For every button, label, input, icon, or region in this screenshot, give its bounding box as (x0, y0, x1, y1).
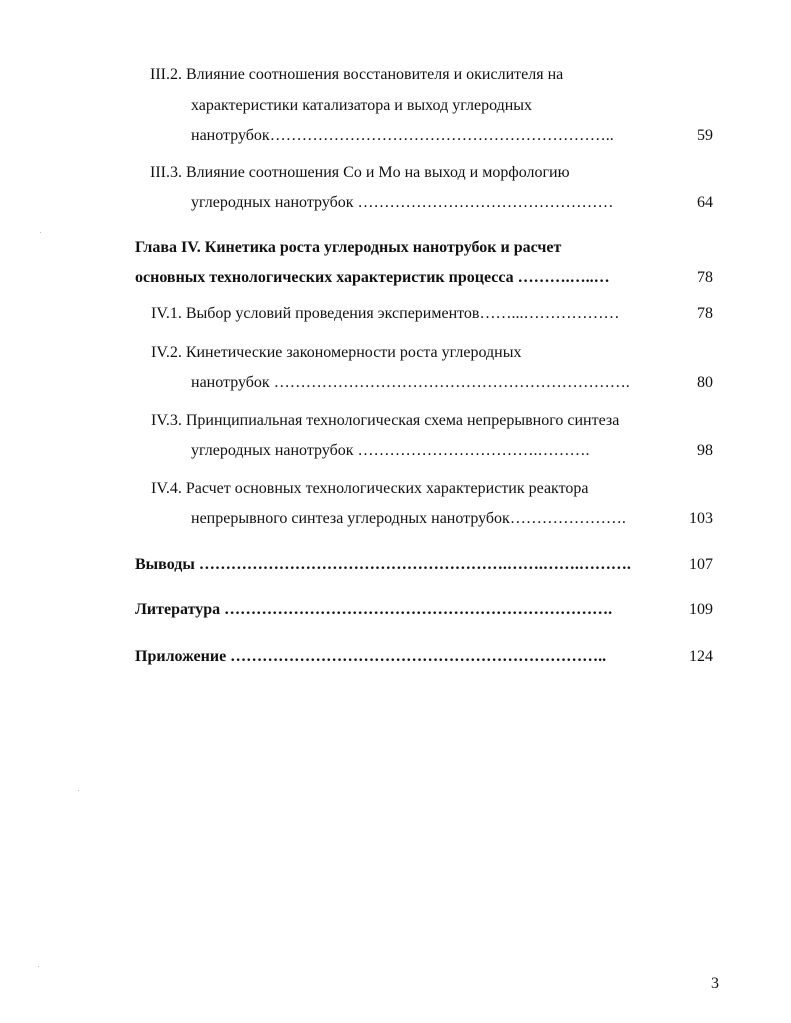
toc-entry-iv-1-line-1: IV.1. Выбор условий проведения экспериментов……...……………… (151, 305, 620, 322)
toc-entry-iii-2-line-2: характеристики катализатора и выход углеродных (191, 97, 533, 114)
toc-entry-iv-3-line-2: углеродных нанотрубок …………………………….………. (191, 442, 590, 459)
toc-entry-iii-3-page: 64 (697, 194, 713, 211)
page-number: 3 (711, 975, 719, 992)
toc-entry-iii-2-page: 59 (697, 127, 713, 144)
toc-entry-iv-1-page: 78 (697, 305, 713, 322)
toc-entry-iv-3-line-1: IV.3. Принципиальная технологическая схема непрерывного синтеза (151, 412, 620, 429)
scan-speck (78, 790, 79, 791)
toc-chapter-iv-line-1: Глава IV. Кинетика роста углеродных нанотрубок и расчет (135, 239, 562, 256)
toc-conclusions-page: 107 (689, 556, 713, 573)
toc-entry-iii-2-line-3: нанотрубок……………………………………………………….. (191, 127, 614, 144)
scan-speck (38, 966, 39, 967)
toc-entry-iv-4-page: 103 (689, 510, 713, 527)
toc-chapter-iv-page: 78 (697, 269, 713, 286)
scan-speck (40, 232, 41, 233)
toc-entry-iii-3-line-1: III.3. Влияние соотношения Co и Mo на выход и морфологию (150, 164, 570, 181)
toc-literature: Литература ………………………………………………………………. (135, 601, 613, 618)
toc-entry-iv-4-line-2: непрерывного синтеза углеродных нанотрубок…………………. (191, 510, 626, 527)
toc-entry-iv-4-line-1: IV.4. Расчет основных технологических характеристик реактора (151, 480, 589, 497)
toc-entry-iv-2-line-2: нанотрубок …………………………………………………………. (191, 374, 630, 391)
toc-entry-iv-2-page: 80 (697, 374, 713, 391)
toc-literature-page: 109 (689, 601, 713, 618)
toc-entry-iii-2-line-1: III.2. Влияние соотношения восстановителя и окислителя на (150, 66, 564, 83)
toc-entry-iv-3-page: 98 (697, 442, 713, 459)
toc-conclusions: Выводы ………………………………………………….…….…….………. (135, 556, 631, 573)
toc-entry-iv-2-line-1: IV.2. Кинетические закономерности роста углеродных (151, 344, 522, 361)
toc-entry-iii-3-line-2: углеродных нанотрубок ………………………………………… (191, 194, 614, 211)
toc-appendix: Приложение …………………………………………………………….. (135, 648, 607, 665)
toc-appendix-page: 124 (689, 648, 713, 665)
toc-chapter-iv-line-2: основных технологических характеристик процесса ……….…..… (135, 269, 610, 286)
